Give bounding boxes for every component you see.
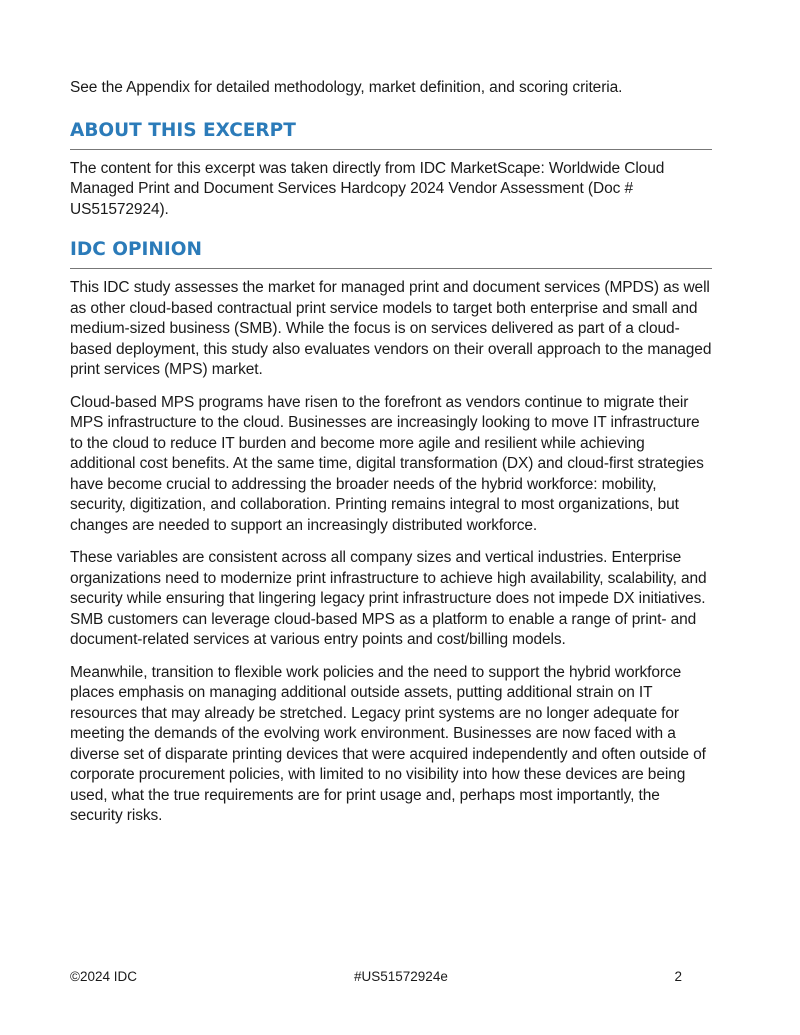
section-idc-opinion (70, 238, 712, 827)
section-about-this-excerpt (70, 119, 712, 221)
footer-page-number: 2 (674, 969, 682, 984)
section-heading-idc-opinion: IDC OPINION (70, 238, 712, 269)
intro-paragraph: See the Appendix for detailed methodology, market definition, and scoring criteria. (70, 79, 623, 96)
body-paragraph: The content for this excerpt was taken directly from IDC MarketScape: Worldwide Cloud Managed Print and Document Services Hardcopy 2024 Vendor Assessment (Doc # US51572924). (70, 159, 665, 218)
body-paragraph: Meanwhile, transition to flexible work policies and the need to support the hybrid workforce places emphasis on managing additional outside assets, putting additional strain on IT resources that may already be stretched. Legacy print systems are no longer adequate for meeting the demands of the evolving work environment. Businesses are now faced with a diverse set of disparate printing devices that were acquired independently and often outside of corporate procurement policies, with limited to no visibility into how these devices are being used, what the true requirements are for print usage and, perhaps most importantly, the security risks. (70, 663, 706, 824)
body-paragraph: These variables are consistent across all company sizes and vertical industries. Enterprise organizations need to modernize print infrastructure to achieve high availability, scalability, and security while ensuring that lingering legacy print infrastructure does not impede DX initiatives. SMB customers can leverage cloud-based MPS as a platform to enable a range of print- and document-related services at various entry points and cost/billing models. (70, 549, 707, 648)
footer-doc-number: #US51572924e (354, 969, 448, 984)
body-paragraph: Cloud-based MPS programs have risen to the forefront as vendors continue to migrate their MPS infrastructure to the cloud. Businesses are increasingly looking to move IT infrastructure to the cloud to reduce IT burden and become more agile and resilient while achieving additional cost benefits. At the same time, digital transformation (DX) and cloud-first strategies have become crucial to addressing the broader needs of the hybrid workforce: mobility, security, digitization, and collaboration. Printing remains integral to most organizations, but changes are needed to support an increasingly distributed workforce. (70, 393, 704, 534)
document-page (70, 78, 712, 845)
page-footer (70, 968, 712, 986)
body-paragraph: This IDC study assesses the market for managed print and document services (MPDS) as well as other cloud-based contractual print service models to target both enterprise and small and medium-sized business (SMB). While the focus is on services delivered as part of a cloud-based deployment, this study also evaluates vendors on their overall approach to the managed print services (MPS) market. (70, 279, 712, 378)
section-heading-about-this-excerpt: ABOUT THIS EXCERPT (70, 119, 712, 150)
footer-copyright: ©2024 IDC (70, 969, 137, 984)
